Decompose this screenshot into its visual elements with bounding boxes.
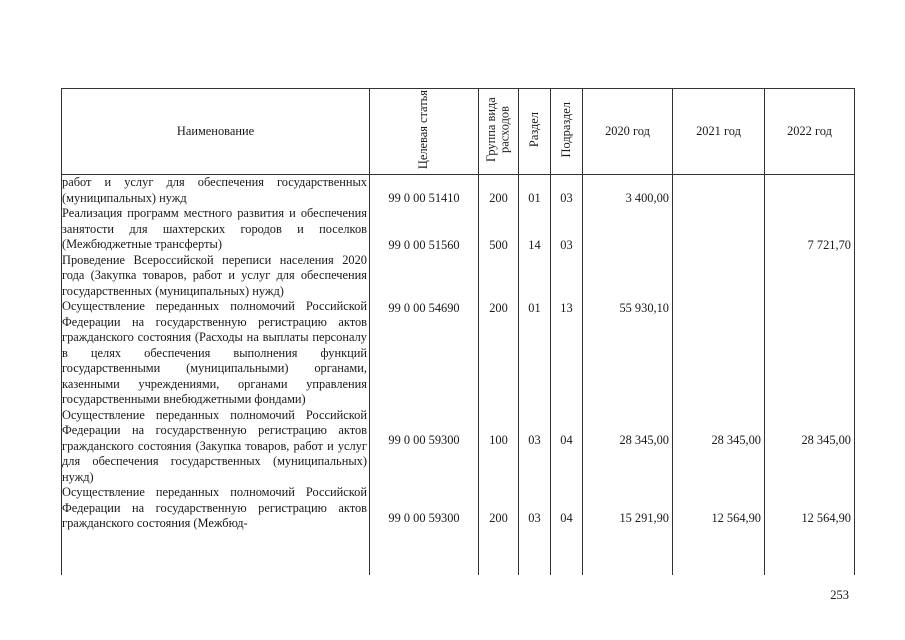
row-amount-2022: 7 721,70: [807, 238, 851, 252]
amount-2022-column: [765, 175, 855, 576]
header-2022: 2022 год: [765, 89, 855, 175]
table-header-row: [62, 89, 855, 175]
row-section: 01: [528, 301, 541, 315]
row-subsection: 03: [560, 191, 573, 205]
row-section: 03: [528, 511, 541, 525]
budget-table: [61, 88, 855, 575]
row-group: 500: [489, 238, 508, 252]
code-column: [370, 175, 479, 576]
header-2020: 2020 год: [583, 89, 673, 175]
row-code: 99 0 00 51560: [388, 238, 460, 252]
row-name: Реализация программ местного развития и обеспечения занятости для шахтерских городов и поселков (Межбюджетные трансферты): [62, 206, 367, 251]
name-column: [62, 175, 370, 576]
row-names: [62, 175, 367, 532]
row-group: 200: [489, 301, 508, 315]
amount-2020-column: [583, 175, 673, 576]
row-name: Осуществление переданных полномочий Российской Федерации на государственную регистрацию актов гражданского состояния (Расходы на выплаты персоналу в целях обеспечения выполнения функций государственными (муниципальными) органами, казенными учреждениями, органами управления государственными внебюджетными фондами): [62, 299, 367, 406]
row-amount-2022: 28 345,00: [801, 433, 851, 447]
page-number: 253: [830, 588, 849, 602]
header-name: Наименование: [62, 89, 370, 175]
row-code: 99 0 00 51410: [388, 191, 460, 205]
row-amount-2020: 28 345,00: [619, 433, 669, 447]
row-amount-2020: 3 400,00: [625, 191, 669, 205]
row-name: Осуществление переданных полномочий Российской Федерации на государственную регистрацию актов гражданского состояния (Закупка товаров, работ и услуг для обеспечения государственных (муниципальных) нужд): [62, 407, 367, 484]
row-subsection: 03: [560, 238, 573, 252]
row-code: 99 0 00 59300: [388, 511, 460, 525]
row-subsection: 04: [560, 433, 573, 447]
row-section: 14: [528, 238, 541, 252]
header-2021: 2021 год: [673, 89, 765, 175]
row-amount-2021: 12 564,90: [711, 511, 761, 525]
row-code: 99 0 00 59300: [388, 433, 460, 447]
row-amount-2020: 55 930,10: [619, 301, 669, 315]
section-column: [519, 175, 551, 576]
row-amount-2020: 15 291,90: [619, 511, 669, 525]
row-section: 03: [528, 433, 541, 447]
subsection-column: [551, 175, 583, 576]
row-subsection: 13: [560, 301, 573, 315]
row-section: 01: [528, 191, 541, 205]
header-group: Группа вида расходов: [479, 89, 519, 175]
table-body: [62, 175, 855, 576]
header-target: Целевая статья: [370, 89, 479, 175]
row-name: работ и услуг для обеспечения государственных (муниципальных) нужд: [62, 175, 367, 205]
amount-2021-column: [673, 175, 765, 576]
row-group: 200: [489, 191, 508, 205]
row-code: 99 0 00 54690: [388, 301, 460, 315]
header-section: Раздел: [519, 89, 551, 175]
row-name: Проведение Всероссийской переписи населения 2020 года (Закупка товаров, работ и услуг для обеспечения государственных (муниципальных) нужд): [62, 252, 367, 298]
row-amount-2022: 12 564,90: [801, 511, 851, 525]
row-amount-2021: 28 345,00: [711, 433, 761, 447]
group-column: [479, 175, 519, 576]
row-name: Осуществление переданных полномочий Российской Федерации на государственную регистрацию актов гражданского состояния (Межбюд-: [62, 485, 367, 530]
row-subsection: 04: [560, 511, 573, 525]
row-group: 100: [489, 433, 508, 447]
header-subsection: Подраздел: [551, 89, 583, 175]
row-group: 200: [489, 511, 508, 525]
